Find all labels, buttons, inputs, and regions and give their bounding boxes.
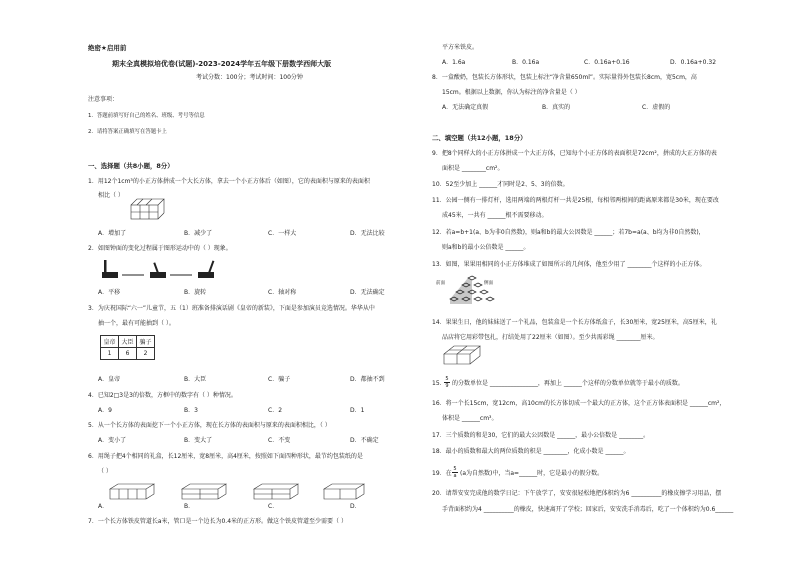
q15-stem: 的分数单位是 ________________，再加上 ______个这样的分数单位就等于最小的质数。 [452,380,684,387]
q7-option-c: C．0.16a+0.16 [584,59,630,66]
q3-stem-a: 3．为庆祝国际“六一”儿童节，五（1）班准备排演话剧《皇帝的新装》，下面是参加演员竞选情况。华华从中 [88,305,375,312]
q17-stem: 17．三个质数的和是30，它们的最大公因数是 ______，最小公倍数是 ________。 [432,432,650,439]
page-title: 期末全真模拟培优卷(试题)-2023-2024学年五年级下册数学西师大版 [112,60,332,68]
q19-fraction-numerator: 5 [453,466,457,472]
notes-heading: 注意事项： [88,96,119,103]
q4-option-a: A．9 [98,407,112,414]
q3-option-b: B．大臣 [184,376,207,383]
q8-stem-a: 8．一盒酸奶，包装长方体形状，包装上标注“净含量650ml”。实际量得外包装长8cm，宽5cm，高 [432,74,697,81]
q3-stem-b: 抽一个，最有可能抽到（ ）。 [98,320,175,327]
q15-fraction-numerator: 5 [445,376,449,382]
q15-stem-prefix: 15． [432,380,446,387]
q7-option-b: B．0.16a [512,59,540,66]
q2-option-d: D．无法确定 [350,289,385,296]
q3-table-cell: 2 [137,348,155,360]
q13-label-side: 侧面 [484,281,493,286]
q3-option-a: A．皇帝 [98,376,121,383]
q1-option-b: B．减少了 [184,230,213,237]
notes-item-2: 2．请将答案正确填写在答题卡上 [88,129,167,135]
q13-stem: 13．如图，果果用相同的小正方体堆成了如图所示的几何体，他至少用了 ________个这样的小正方体。 [432,261,706,268]
q5-stem: 5．从一个长方体的表面挖下一个小正方体，现在长方体的表面积与原来的表面积相比，（ ） [88,422,331,429]
q14-stem-a: 14．果果生日，他的妹妹送了一个礼品，包装盒是一个长方体纸盒子，长30厘米，宽25厘米，高5厘米，礼 [432,319,717,326]
q1-option-a: A．增加了 [98,230,127,237]
q3-casting-table [100,335,155,360]
q8-option-a: A．无法确定真假 [442,104,489,111]
q1-stem-a: 1．用12个1cm³的小正方体拼成一个大长方体，拿去一个小正方体后（如图），它的表面积与原来的表面积 [88,178,370,185]
q2-clock-figure [100,258,330,280]
q3-option-d: D．都抽不到 [350,376,385,383]
q19-fraction [452,466,458,479]
q5-option-c: C．不变 [268,437,291,444]
q3-table-header: 皇帝 [101,336,119,348]
q7-option-a: A．1.6a [442,59,466,66]
q7-stem-cont: 平方米铁皮。 [442,44,479,51]
exam-meta: 考试分数：100分；考试时间：100分钟 [196,74,303,81]
q6-option-d: D． [350,503,361,510]
q8-stem-b: 15cm。根据以上数据，你认为标注的净含量是（ ） [442,89,581,96]
q20-stem-b: 手背面积约为4 __________的橡皮，快速离开了学校；回家后，安安洗手消毒后，吃了一个体积约为0.6______ [442,506,734,513]
q3-option-c: C．骗子 [268,376,291,383]
q3-table-cell: 6 [119,348,137,360]
q10-stem: 10．52至少加上 ______才同时是2、5、3的倍数。 [432,181,569,188]
q19-stem-prefix: 19．在 [432,470,452,477]
q12-stem-b: 则a和b的最小公倍数是 ______。 [442,244,530,251]
q2-option-a: A．平移 [98,289,121,296]
notes-item-1: 1．答题前填写好自己的姓名、班级、考号等信息 [88,113,205,119]
q8-option-b: B．真实的 [542,104,571,111]
q13-stacked-cubes-figure [442,274,502,308]
q4-option-b: B．3 [184,407,198,414]
q6-stem-b: （ ） [98,468,112,475]
q2-option-b: B．旋转 [184,289,207,296]
section2-title: 二、填空题（共12小题，18分） [432,134,527,142]
q9-stem-b: 面积是 ________cm²。 [442,165,504,172]
q6-option-b: B． [184,503,195,510]
q7-option-d: D．0.16a+0.32 [670,59,717,66]
q4-stem: 4．已知2□3是3的倍数，方框中的数字有（ ）种情况。 [88,392,237,399]
q11-stem-a: 11．公园一侧有一排灯杆，选用两端的两根灯杆一共是25根，每相邻两根间的距离原来都是30米，现在要改 [432,197,719,204]
q16-stem-b: 体积是 ______cm³。 [442,415,498,422]
q18-stem: 18．最小的质数和最大的两位质数的积是 ________，化成小数是 ______。 [432,448,630,455]
q3-table-cell: 1 [101,348,119,360]
q13-label-front: 前面 [436,281,445,286]
q1-stem-b: 相比（ ） [98,192,124,199]
q1-option-d: D．无法比较 [350,230,385,237]
q2-option-c: C．轴对称 [268,289,297,296]
q16-stem-a: 16．将一个长15cm，宽12cm，高10cm的长方体切成一个最大的正方体，这个正方体表面积是 ______cm²， [432,400,726,407]
q15-fraction-denominator: 9 [445,383,449,389]
secret-label: 绝密★启用前 [88,44,127,52]
q3-table-header: 骗子 [137,336,155,348]
q12-stem-a: 12．若a=b+1(a、b为非0自然数)，则a和b的最大公因数是 ______；若7b=a(a、b均为非0自然数)， [432,229,705,236]
q8-option-c: C．虚假的 [642,104,671,111]
q4-option-d: D．1 [350,407,365,414]
q14-stem-b: 品店将它用彩带包扎，打结处用了22厘米（如图）。至少共需彩绳 ________厘米。 [442,334,659,341]
q4-option-c: C．2 [268,407,283,414]
q3-table-header: 大臣 [119,336,137,348]
q20-stem-a: 20．请帮安安完成他的数学日记：下午放学了，安安很轻松地把体积约为6 __________的橡皮擦学习用品，摆 [432,490,722,497]
q6-option-c: C． [268,503,279,510]
section1-title: 一、选择题（共8小题，8分） [88,162,174,170]
q1-cuboid-figure [130,198,166,220]
q9-stem-a: 9．把8个同样大的小正方体拼成一个大正方体，已知每个小正方体的表面积是72cm²，拼成的大正方体的表 [432,150,717,157]
q2-stem: 2．如图钟面的变化过程属于图形运动中的（ ）现象。 [88,245,232,252]
q1-option-c: C．一样大 [268,230,297,237]
q6-stem-a: 6．用绳子把4个相同的礼盒，长12厘米，宽8厘米，高4厘米，按照如下面四种形状，最节约包装纸的是 [88,453,363,460]
q6-option-a: A． [98,503,109,510]
q15-fraction [444,376,450,389]
q11-stem-b: 成45米，一共有 ______根不需要移动。 [442,212,548,219]
q7-stem: 7．一个长方体铁皮管道长a米，管口是一个边长为0.4米的正方形。做这个铁皮管道至少需要（ ） [88,518,347,525]
q19-stem: (a为自然数)中，当a=______时，它是最小的假分数。 [460,470,604,477]
q5-option-d: D．不确定 [350,437,379,444]
q19-fraction-denominator: a [453,473,457,479]
q5-option-a: A．变小了 [98,437,127,444]
q5-option-b: B．变大了 [184,437,213,444]
q14-gift-box-figure [442,344,482,370]
q6-gift-boxes-figure [108,483,368,501]
